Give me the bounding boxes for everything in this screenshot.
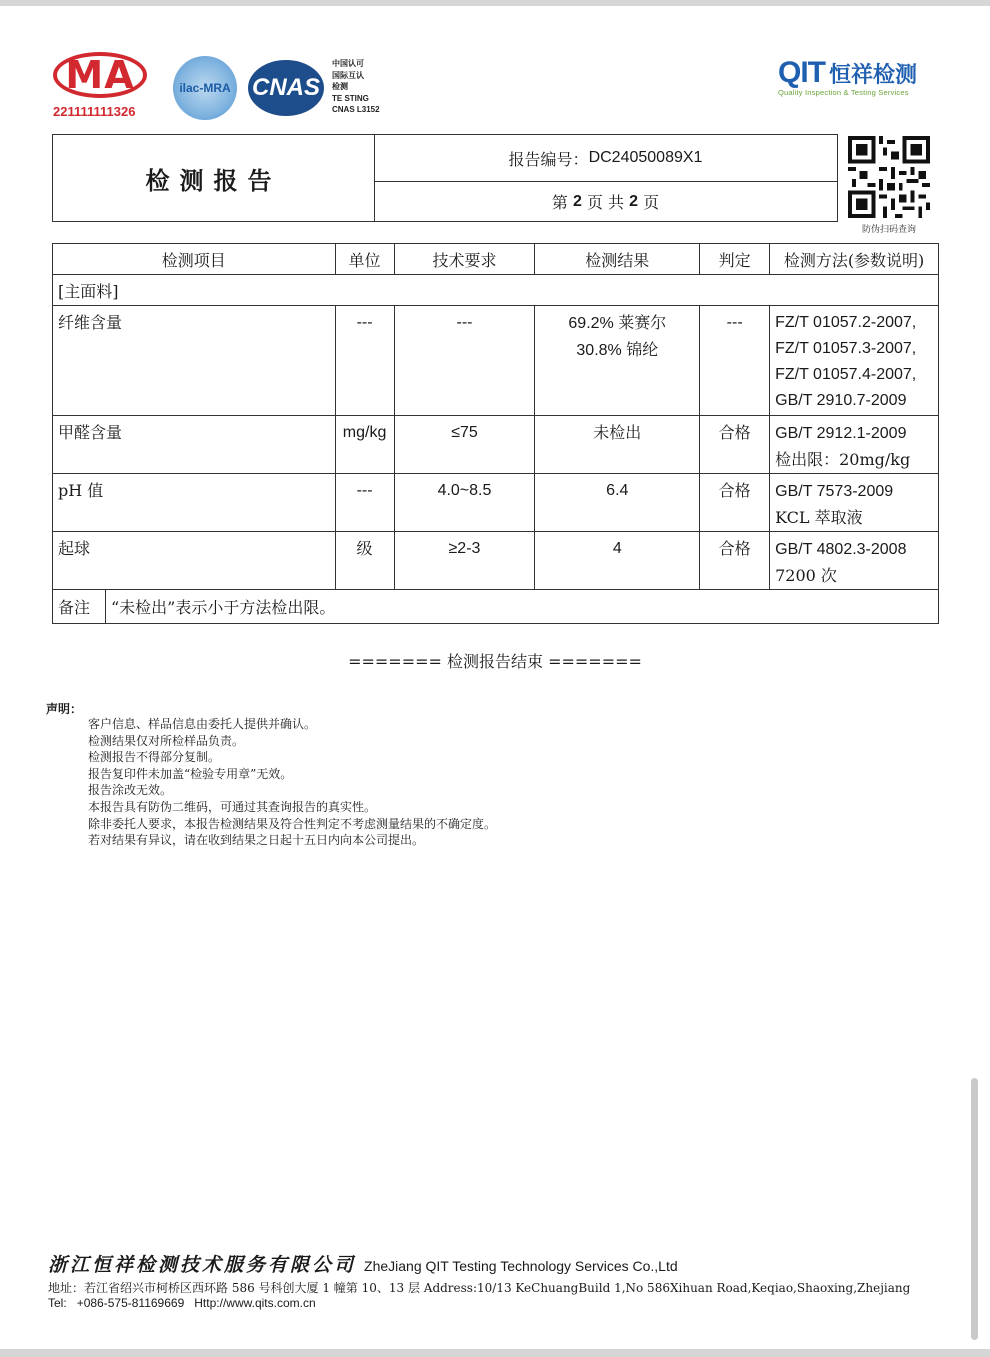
declaration-line: 检测结果仅对所检样品负责。 [88, 733, 245, 748]
declaration-line: 检测报告不得部分复制。 [88, 750, 221, 765]
report-number: DC24050089X1 [588, 149, 703, 166]
scrollbar[interactable] [971, 1078, 978, 1340]
report-title: 检测报告 [53, 135, 375, 221]
cma-logo [53, 52, 149, 119]
declaration-line: 本报告具有防伪二维码，可通过其查询报告的真实性。 [88, 799, 377, 814]
cma-number: 221111111326 [53, 104, 136, 119]
cnas-logo: CNAS [248, 60, 324, 116]
header-verdict: 判定 [700, 244, 770, 275]
report-end-marker: ======= 检测报告结束 ======= [348, 652, 642, 671]
declaration-line: 除非委托人要求，本报告检测结果及符合性判定不考虑测量结果的不确定度。 [88, 816, 497, 831]
qr-caption: 防伪扫码查询 [861, 225, 916, 235]
note-text: “未检出”表示小于方法检出限。 [111, 598, 336, 617]
declaration-title: 声明： [46, 702, 83, 716]
result-cell: 4 [535, 532, 700, 590]
report-number-row: 报告编号： DC24050089X1 [374, 135, 837, 182]
table-row [53, 532, 939, 590]
page-indicator: 第 2 页 共 2 页 [551, 192, 660, 212]
item-cell: 起球 [53, 532, 336, 590]
header-result: 检测结果 [535, 244, 700, 275]
qit-logo [778, 56, 917, 97]
footer-address: 地址：若江省绍兴市柯桥区西环路 586 号科创大厦 1 幢第 10、13 层 Address:10/13 KeChuangBuild 1,No 586Xihuan Road,Keqiao,Shaoxing,Zhejiang [48, 1281, 911, 1295]
verdict-cell: 合格 [700, 416, 770, 474]
cnas-accreditation-text: 中国认可 国际互认 检测 TE STING CNAS L3152 [332, 59, 380, 114]
qit-slogan: Quality Inspection & Testing Services [778, 88, 909, 97]
company-en-name: ZheJiang QIT Testing Technology Services Co.,Ltd [364, 1258, 678, 1274]
result-cell: 69.2% 莱赛尔 30.8% 锦纶 [535, 306, 700, 416]
footer-company [48, 1250, 678, 1277]
result-cell: 未检出 [535, 416, 700, 474]
requirement-cell: --- [394, 306, 535, 416]
page-current: 2 [572, 192, 582, 210]
declaration-line: 若对结果有异议，请在收到结果之日起十五日内向本公司提出。 [88, 833, 425, 848]
declaration-line: 客户信息、样品信息由委托人提供并确认。 [88, 717, 317, 731]
verdict-cell: --- [700, 306, 770, 416]
note-row [53, 590, 939, 624]
table-row [53, 416, 939, 474]
unit-cell: --- [335, 306, 394, 416]
declaration-line: 报告复印件未加盖“检验专用章”无效。 [88, 766, 293, 781]
method-cell: GB/T 4802.3-2008 7200 次 [770, 532, 939, 590]
result-cell: 6.4 [535, 474, 700, 532]
footer-tel: +086-575-81169669 [76, 1296, 185, 1310]
requirement-cell: ≥2-3 [394, 532, 535, 590]
note-label: 备注 [53, 590, 106, 623]
company-cn-name: 浙江恒祥检测技术服务有限公司 [48, 1254, 357, 1276]
method-cell: GB/T 7573-2009 KCL 萃取液 [770, 474, 939, 532]
header-item: 检测项目 [53, 244, 336, 275]
cma-mark: MA [53, 52, 147, 98]
top-edge [0, 0, 990, 6]
header-unit: 单位 [335, 244, 394, 275]
header-requirement: 技术要求 [394, 244, 535, 275]
unit-cell: --- [335, 474, 394, 532]
item-cell: pH 值 [53, 474, 336, 532]
qr-code-icon[interactable] [848, 136, 930, 218]
table-row [53, 306, 939, 416]
declaration-list [88, 716, 496, 849]
unit-cell: mg/kg [335, 416, 394, 474]
requirement-cell: ≤75 [394, 416, 535, 474]
bottom-edge [0, 1349, 990, 1357]
report-header [52, 134, 838, 222]
page-total: 2 [629, 192, 639, 210]
requirement-cell: 4.0~8.5 [394, 474, 535, 532]
section-label: [主面料] [53, 275, 939, 306]
table-header-row [53, 244, 939, 275]
verdict-cell: 合格 [700, 474, 770, 532]
method-cell: GB/T 2912.1-2009 检出限：20mg/kg [770, 416, 939, 474]
footer-website[interactable]: Http://www.qits.com.cn [194, 1296, 316, 1310]
qit-cn-name: 恒祥检测 [829, 63, 918, 88]
unit-cell: 级 [335, 532, 394, 590]
qit-mark: QIT [778, 56, 825, 89]
item-cell: 甲醛含量 [53, 416, 336, 474]
verdict-cell: 合格 [700, 532, 770, 590]
header-method: 检测方法(参数说明) [770, 244, 939, 275]
ilac-mra-logo: ilac-MRA [173, 56, 237, 120]
section-row [53, 275, 939, 306]
method-cell: FZ/T 01057.2-2007, FZ/T 01057.3-2007, FZ/T 01057.4-2007, GB/T 2910.7-2009 [770, 306, 939, 416]
table-row [53, 474, 939, 532]
results-table [52, 243, 939, 624]
declaration-line: 报告涂改无效。 [88, 783, 173, 798]
footer-contact: Tel: +086-575-81169669 Http://www.qits.com.cn [48, 1296, 316, 1310]
item-cell: 纤维含量 [53, 306, 336, 416]
